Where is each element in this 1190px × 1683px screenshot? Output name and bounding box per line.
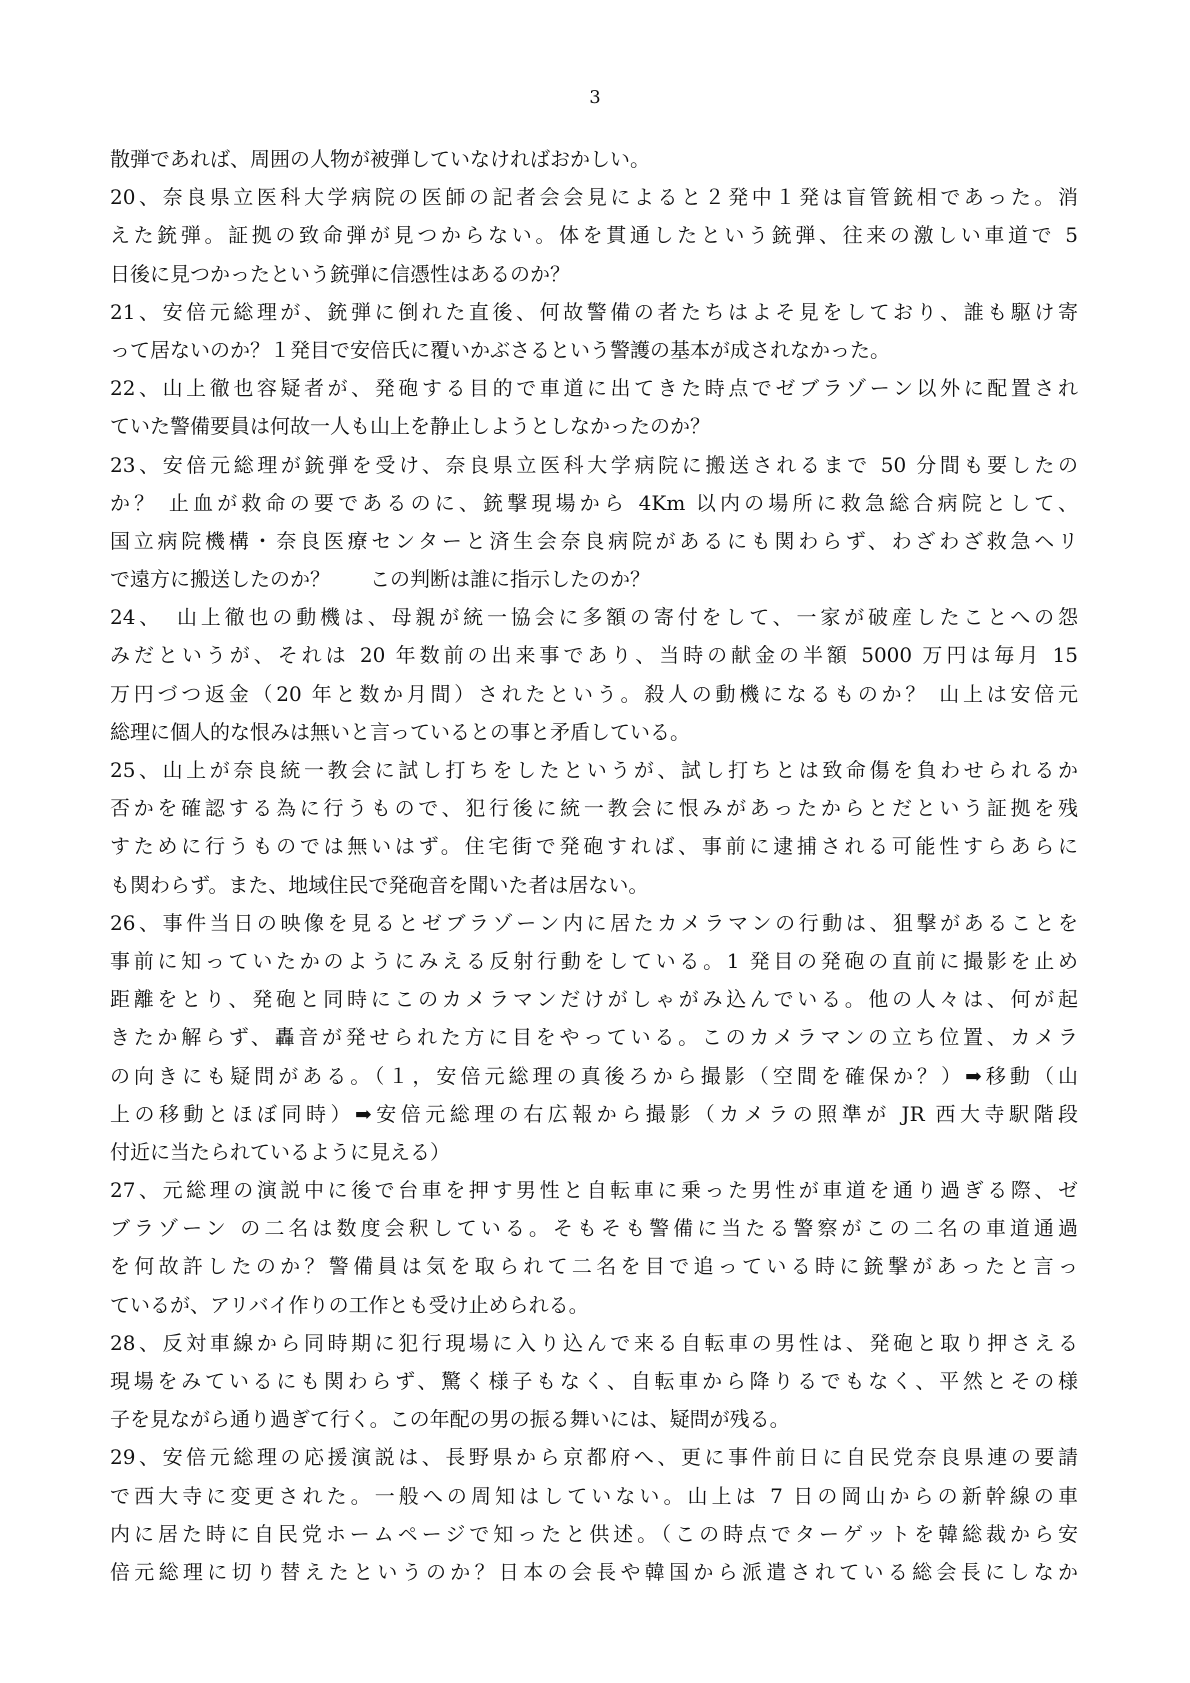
text-line: で西大寺に変更された。一般への周知はしていない。山上は 7 日の岡山からの新幹線の車: [110, 1483, 1078, 1508]
text-line: 27、元総理の演説中に後で台車を押す男性と自転車に乗った男性が車道を通り過ぎる際、ゼ: [110, 1178, 1078, 1203]
text-line: みだというが、それは 20 年数前の出来事であり、当時の献金の半額 5000 万円は毎月 15: [110, 643, 1078, 668]
text-line: 現場をみているにも関わらず、驚く様子もなく、自転車から降りるでもなく、平然とその様: [110, 1369, 1078, 1393]
text-line: ていた警備要員は何故一人も山上を静止しようとしなかったのか？: [110, 414, 710, 439]
text-line: も関わらず。また、地域住民で発砲音を聞いた者は居ない。: [110, 872, 649, 897]
text-line: きたか解らず、轟音が発せられた方に目をやっている。このカメラマンの立ち位置、カメラ: [110, 1025, 1078, 1050]
text-line: 上の移動とほぼ同時）➡安倍元総理の右広報から撮影（カメラの照準が JR 西大寺駅階段: [110, 1101, 1078, 1126]
text-line: 23、安倍元総理が銃弾を受け、奈良県立医科大学病院に搬送されるまで 50 分間も要したの: [110, 452, 1078, 477]
text-line: 21、安倍元総理が、銃弾に倒れた直後、何故警備の者たちはよそ見をしており、誰も駆け寄: [110, 299, 1078, 324]
text-line: えた銃弾。証拠の致命弾が見つからない。体を貫通したという銃弾、往来の激しい車道で 5: [110, 223, 1078, 248]
text-line: ブラゾーン の二名は数度会釈している。そもそも警備に当たる警察がこの二名の車道通過: [110, 1216, 1078, 1241]
page-number: 3: [589, 87, 601, 108]
text-line: 万円づつ返金（20 年と数か月間）されたという。殺人の動機になるものか？ 山上は安倍元: [110, 681, 1078, 706]
text-line: 24、 山上徹也の動機は、母親が統一協会に多額の寄付をして、一家が破産したことへの怨: [110, 605, 1078, 630]
text-line: 総理に個人的な恨みは無いと言っているとの事と矛盾している。: [110, 719, 690, 744]
text-line: 国立病院機構・奈良医療センターと済生会奈良病院があるにも関わらず、わざわざ救急ヘリ: [110, 528, 1078, 553]
text-line: を何故許したのか？警備員は気を取られて二名を目で追っている時に銃撃があったと言っ: [110, 1254, 1078, 1279]
text-line: 子を見ながら通り過ぎて行く。この年配の男の振る舞いには、疑問が残る。: [110, 1407, 790, 1432]
document-body: [110, 140, 1078, 1591]
text-line: 散弾であれば、周囲の人物が被弾していなければおかしい。: [110, 147, 650, 171]
text-line: 事前に知っていたかのようにみえる反射行動をしている。1 発目の発砲の直前に撮影を止め: [110, 948, 1078, 973]
text-line: 29、安倍元総理の応援演説は、長野県から京都府へ、更に事件前日に自民党奈良県連の要請: [110, 1445, 1078, 1470]
text-line: の向きにも疑問がある。（１，安倍元総理の真後ろから撮影（空間を確保か？）➡移動（山: [110, 1063, 1078, 1088]
text-line: 倍元総理に切り替えたというのか？日本の会長や韓国から派遣されている総会長にしなか: [110, 1559, 1078, 1584]
text-line: 距離をとり、発砲と同時にこのカメラマンだけがしゃがみ込んでいる。他の人々は、何が起: [110, 987, 1078, 1012]
text-line: ているが、アリバイ作りの工作とも受け止められる。: [110, 1292, 589, 1317]
text-line: 28、反対車線から同時期に犯行現場に入り込んで来る自転車の男性は、発砲と取り押さえる: [110, 1330, 1078, 1355]
text-line: 25、山上が奈良統一教会に試し打ちをしたというが、試し打ちとは致命傷を負わせられるか: [110, 758, 1078, 782]
text-line: 日後に見つかったという銃弾に信憑性はあるのか？: [110, 261, 570, 286]
text-line: 否かを確認する為に行うもので、犯行後に統一教会に恨みがあったからとだという証拠を残: [110, 796, 1078, 821]
text-line: 20、奈良県立医科大学病院の医師の記者会会見によると２発中１発は盲管銃相であった。消: [110, 185, 1078, 210]
text-line: って居ないのか？１発目で安倍氏に覆いかぶさるという警護の基本が成されなかった。: [110, 337, 890, 362]
text-line: 付近に当たられているように見える）: [110, 1139, 450, 1164]
text-line: 22、山上徹也容疑者が、発砲する目的で車道に出てきた時点でゼブラゾーン以外に配置され: [110, 376, 1078, 401]
text-line: で遠方に搬送したのか？ この判断は誰に指示したのか？: [110, 567, 650, 592]
text-line: 内に居た時に自民党ホームページで知ったと供述。（この時点でターゲットを韓総裁から安: [110, 1521, 1078, 1546]
text-line: 26、事件当日の映像を見るとゼブラゾーン内に居たカメラマンの行動は、狙撃があることを: [110, 910, 1078, 935]
text-line: すために行うものでは無いはず。住宅街で発砲すれば、事前に逮捕される可能性すらあらに: [110, 834, 1078, 859]
text-line: か？ 止血が救命の要であるのに、銃撃現場から 4Km 以内の場所に救急総合病院として、: [110, 490, 1078, 515]
